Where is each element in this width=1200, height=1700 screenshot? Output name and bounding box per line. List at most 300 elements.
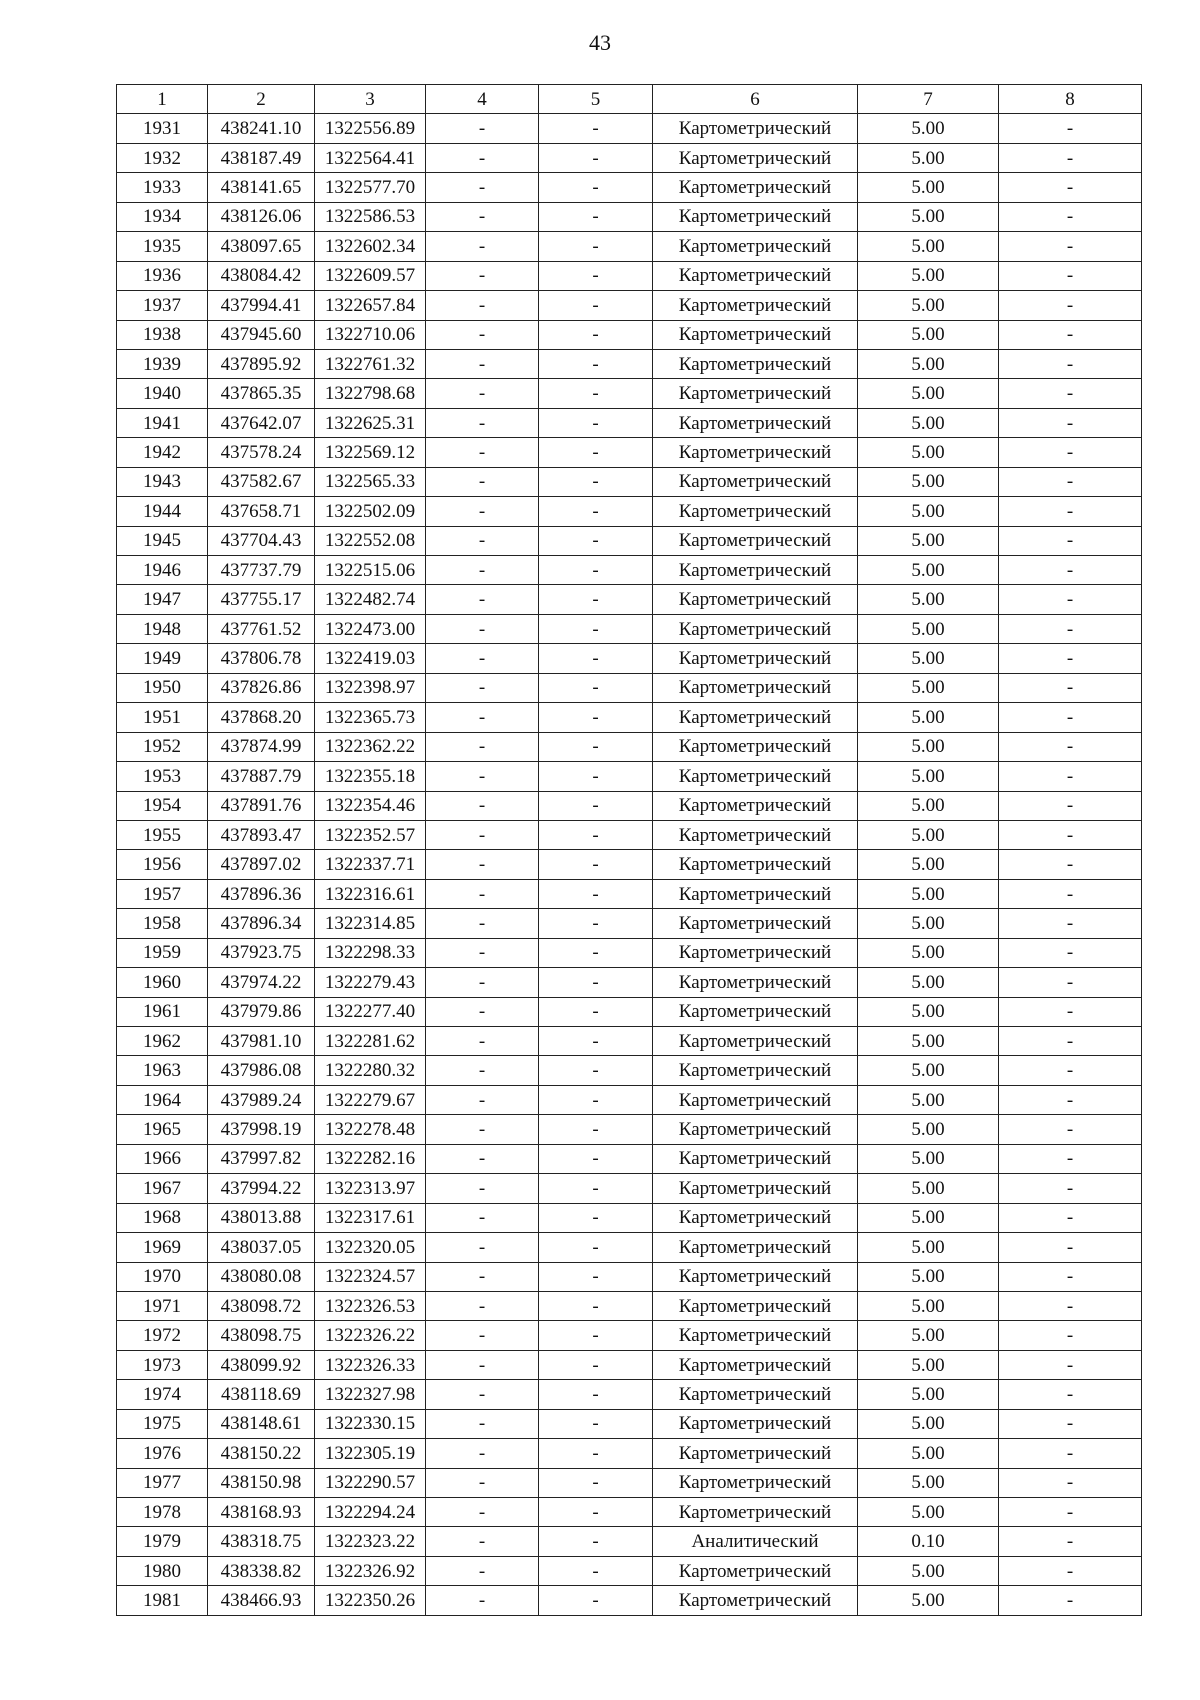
table-row: [117, 408, 1142, 437]
x-coordinate-cell: 437896.36: [208, 879, 315, 908]
table-row: [117, 1498, 1142, 1527]
x-coordinate-cell: 437704.43: [208, 526, 315, 555]
y-coordinate-cell: 1322282.16: [315, 1144, 426, 1173]
point-number-cell: 1969: [117, 1233, 208, 1262]
table-row: [117, 1586, 1142, 1615]
col8-cell: -: [999, 1498, 1142, 1527]
col8-cell: -: [999, 850, 1142, 879]
col4-cell: -: [426, 703, 539, 732]
y-coordinate-cell: 1322298.33: [315, 938, 426, 967]
x-coordinate-cell: 437578.24: [208, 438, 315, 467]
table-row: [117, 997, 1142, 1026]
point-number-cell: 1965: [117, 1115, 208, 1144]
y-coordinate-cell: 1322281.62: [315, 1027, 426, 1056]
point-number-cell: 1947: [117, 585, 208, 614]
col8-cell: -: [999, 791, 1142, 820]
x-coordinate-cell: 437997.82: [208, 1144, 315, 1173]
accuracy-cell: 5.00: [858, 408, 999, 437]
point-number-cell: 1932: [117, 143, 208, 172]
y-coordinate-cell: 1322609.57: [315, 261, 426, 290]
table-row: [117, 1203, 1142, 1232]
table-row: [117, 909, 1142, 938]
accuracy-cell: 5.00: [858, 1262, 999, 1291]
col4-cell: -: [426, 408, 539, 437]
col5-cell: -: [539, 879, 653, 908]
point-number-cell: 1936: [117, 261, 208, 290]
x-coordinate-cell: 438241.10: [208, 114, 315, 143]
x-coordinate-cell: 437891.76: [208, 791, 315, 820]
x-coordinate-cell: 438141.65: [208, 173, 315, 202]
y-coordinate-cell: 1322473.00: [315, 614, 426, 643]
col5-cell: -: [539, 820, 653, 849]
method-cell: Картометрический: [653, 291, 858, 320]
col4-cell: -: [426, 438, 539, 467]
x-coordinate-cell: 437761.52: [208, 614, 315, 643]
x-coordinate-cell: 437897.02: [208, 850, 315, 879]
col8-cell: -: [999, 143, 1142, 172]
col4-cell: -: [426, 1409, 539, 1438]
accuracy-cell: 5.00: [858, 614, 999, 643]
table-row: [117, 1527, 1142, 1556]
x-coordinate-cell: 437896.34: [208, 909, 315, 938]
method-cell: Картометрический: [653, 526, 858, 555]
col8-cell: -: [999, 1085, 1142, 1114]
table-row: [117, 1174, 1142, 1203]
col5-cell: -: [539, 938, 653, 967]
point-number-cell: 1964: [117, 1085, 208, 1114]
y-coordinate-cell: 1322279.43: [315, 968, 426, 997]
column-header: 8: [999, 85, 1142, 114]
table-row: [117, 1321, 1142, 1350]
y-coordinate-cell: 1322398.97: [315, 673, 426, 702]
col5-cell: -: [539, 232, 653, 261]
x-coordinate-cell: 438338.82: [208, 1556, 315, 1585]
col8-cell: -: [999, 1262, 1142, 1291]
y-coordinate-cell: 1322320.05: [315, 1233, 426, 1262]
col5-cell: -: [539, 379, 653, 408]
method-cell: Картометрический: [653, 1321, 858, 1350]
col5-cell: -: [539, 438, 653, 467]
col5-cell: -: [539, 703, 653, 732]
table-row: [117, 467, 1142, 496]
method-cell: Картометрический: [653, 1115, 858, 1144]
y-coordinate-cell: 1322365.73: [315, 703, 426, 732]
x-coordinate-cell: 438118.69: [208, 1380, 315, 1409]
point-number-cell: 1963: [117, 1056, 208, 1085]
col5-cell: -: [539, 1291, 653, 1320]
col4-cell: -: [426, 556, 539, 585]
method-cell: Картометрический: [653, 1380, 858, 1409]
col4-cell: -: [426, 497, 539, 526]
x-coordinate-cell: 437642.07: [208, 408, 315, 437]
x-coordinate-cell: 438150.98: [208, 1468, 315, 1497]
method-cell: Картометрический: [653, 173, 858, 202]
method-cell: Картометрический: [653, 408, 858, 437]
table-row: [117, 614, 1142, 643]
method-cell: Картометрический: [653, 114, 858, 143]
y-coordinate-cell: 1322602.34: [315, 232, 426, 261]
accuracy-cell: 5.00: [858, 202, 999, 231]
col4-cell: -: [426, 1321, 539, 1350]
accuracy-cell: 5.00: [858, 1586, 999, 1615]
col4-cell: -: [426, 1291, 539, 1320]
y-coordinate-cell: 1322556.89: [315, 114, 426, 143]
col5-cell: -: [539, 1203, 653, 1232]
accuracy-cell: 5.00: [858, 909, 999, 938]
col8-cell: -: [999, 379, 1142, 408]
col8-cell: -: [999, 644, 1142, 673]
accuracy-cell: 5.00: [858, 762, 999, 791]
col4-cell: -: [426, 291, 539, 320]
table-row: [117, 732, 1142, 761]
accuracy-cell: 5.00: [858, 1144, 999, 1173]
point-number-cell: 1968: [117, 1203, 208, 1232]
method-cell: Картометрический: [653, 1085, 858, 1114]
accuracy-cell: 0.10: [858, 1527, 999, 1556]
y-coordinate-cell: 1322502.09: [315, 497, 426, 526]
method-cell: Картометрический: [653, 1439, 858, 1468]
column-header: 5: [539, 85, 653, 114]
col5-cell: -: [539, 408, 653, 437]
point-number-cell: 1937: [117, 291, 208, 320]
accuracy-cell: 5.00: [858, 585, 999, 614]
method-cell: Картометрический: [653, 938, 858, 967]
y-coordinate-cell: 1322586.53: [315, 202, 426, 231]
y-coordinate-cell: 1322330.15: [315, 1409, 426, 1438]
col5-cell: -: [539, 1409, 653, 1438]
accuracy-cell: 5.00: [858, 173, 999, 202]
col8-cell: -: [999, 1056, 1142, 1085]
col4-cell: -: [426, 1556, 539, 1585]
col4-cell: -: [426, 644, 539, 673]
col4-cell: -: [426, 762, 539, 791]
col8-cell: -: [999, 320, 1142, 349]
col5-cell: -: [539, 1556, 653, 1585]
col4-cell: -: [426, 467, 539, 496]
method-cell: Аналитический: [653, 1527, 858, 1556]
accuracy-cell: 5.00: [858, 349, 999, 378]
table-row: [117, 1115, 1142, 1144]
col4-cell: -: [426, 938, 539, 967]
col8-cell: -: [999, 909, 1142, 938]
method-cell: Картометрический: [653, 673, 858, 702]
accuracy-cell: 5.00: [858, 467, 999, 496]
x-coordinate-cell: 438168.93: [208, 1498, 315, 1527]
x-coordinate-cell: 438318.75: [208, 1527, 315, 1556]
col8-cell: -: [999, 497, 1142, 526]
y-coordinate-cell: 1322326.33: [315, 1350, 426, 1379]
method-cell: Картометрический: [653, 1233, 858, 1262]
y-coordinate-cell: 1322657.84: [315, 291, 426, 320]
x-coordinate-cell: 438466.93: [208, 1586, 315, 1615]
x-coordinate-cell: 438187.49: [208, 143, 315, 172]
method-cell: Картометрический: [653, 1350, 858, 1379]
col4-cell: -: [426, 349, 539, 378]
y-coordinate-cell: 1322316.61: [315, 879, 426, 908]
point-number-cell: 1962: [117, 1027, 208, 1056]
col4-cell: -: [426, 261, 539, 290]
col5-cell: -: [539, 1144, 653, 1173]
accuracy-cell: 5.00: [858, 526, 999, 555]
table-row: [117, 585, 1142, 614]
accuracy-cell: 5.00: [858, 438, 999, 467]
col8-cell: -: [999, 438, 1142, 467]
method-cell: Картометрический: [653, 850, 858, 879]
col4-cell: -: [426, 1144, 539, 1173]
col4-cell: -: [426, 1350, 539, 1379]
column-header: 1: [117, 85, 208, 114]
y-coordinate-cell: 1322326.22: [315, 1321, 426, 1350]
col5-cell: -: [539, 997, 653, 1026]
point-number-cell: 1955: [117, 820, 208, 849]
method-cell: Картометрический: [653, 1556, 858, 1585]
x-coordinate-cell: 437981.10: [208, 1027, 315, 1056]
accuracy-cell: 5.00: [858, 1468, 999, 1497]
col5-cell: -: [539, 673, 653, 702]
y-coordinate-cell: 1322278.48: [315, 1115, 426, 1144]
y-coordinate-cell: 1322326.92: [315, 1556, 426, 1585]
y-coordinate-cell: 1322313.97: [315, 1174, 426, 1203]
x-coordinate-cell: 437974.22: [208, 968, 315, 997]
col5-cell: -: [539, 644, 653, 673]
col5-cell: -: [539, 1115, 653, 1144]
point-number-cell: 1957: [117, 879, 208, 908]
point-number-cell: 1944: [117, 497, 208, 526]
accuracy-cell: 5.00: [858, 291, 999, 320]
y-coordinate-cell: 1322552.08: [315, 526, 426, 555]
col5-cell: -: [539, 1233, 653, 1262]
col8-cell: -: [999, 291, 1142, 320]
col4-cell: -: [426, 997, 539, 1026]
table-row: [117, 703, 1142, 732]
accuracy-cell: 5.00: [858, 320, 999, 349]
col5-cell: -: [539, 349, 653, 378]
col4-cell: -: [426, 614, 539, 643]
table-row: [117, 232, 1142, 261]
x-coordinate-cell: 438098.72: [208, 1291, 315, 1320]
method-cell: Картометрический: [653, 644, 858, 673]
point-number-cell: 1972: [117, 1321, 208, 1350]
point-number-cell: 1960: [117, 968, 208, 997]
col8-cell: -: [999, 762, 1142, 791]
y-coordinate-cell: 1322564.41: [315, 143, 426, 172]
col8-cell: -: [999, 1380, 1142, 1409]
col4-cell: -: [426, 526, 539, 555]
col8-cell: -: [999, 467, 1142, 496]
x-coordinate-cell: 437874.99: [208, 732, 315, 761]
col8-cell: -: [999, 1586, 1142, 1615]
method-cell: Картометрический: [653, 232, 858, 261]
point-number-cell: 1961: [117, 997, 208, 1026]
accuracy-cell: 5.00: [858, 1321, 999, 1350]
point-number-cell: 1952: [117, 732, 208, 761]
point-number-cell: 1950: [117, 673, 208, 702]
point-number-cell: 1943: [117, 467, 208, 496]
col4-cell: -: [426, 1115, 539, 1144]
accuracy-cell: 5.00: [858, 1498, 999, 1527]
y-coordinate-cell: 1322761.32: [315, 349, 426, 378]
y-coordinate-cell: 1322354.46: [315, 791, 426, 820]
col4-cell: -: [426, 1380, 539, 1409]
col4-cell: -: [426, 850, 539, 879]
col4-cell: -: [426, 791, 539, 820]
point-number-cell: 1948: [117, 614, 208, 643]
table-row: [117, 1556, 1142, 1585]
x-coordinate-cell: 437895.92: [208, 349, 315, 378]
y-coordinate-cell: 1322327.98: [315, 1380, 426, 1409]
col8-cell: -: [999, 585, 1142, 614]
column-header: 2: [208, 85, 315, 114]
y-coordinate-cell: 1322294.24: [315, 1498, 426, 1527]
col4-cell: -: [426, 732, 539, 761]
accuracy-cell: 5.00: [858, 1085, 999, 1114]
method-cell: Картометрический: [653, 1056, 858, 1085]
column-header: 6: [653, 85, 858, 114]
col4-cell: -: [426, 1174, 539, 1203]
col5-cell: -: [539, 526, 653, 555]
point-number-cell: 1940: [117, 379, 208, 408]
method-cell: Картометрический: [653, 202, 858, 231]
point-number-cell: 1945: [117, 526, 208, 555]
col4-cell: -: [426, 1468, 539, 1497]
col8-cell: -: [999, 673, 1142, 702]
table-row: [117, 1380, 1142, 1409]
table-row: [117, 1262, 1142, 1291]
x-coordinate-cell: 437887.79: [208, 762, 315, 791]
point-number-cell: 1978: [117, 1498, 208, 1527]
table-row: [117, 938, 1142, 967]
col8-cell: -: [999, 997, 1142, 1026]
table-row: [117, 791, 1142, 820]
col8-cell: -: [999, 1527, 1142, 1556]
method-cell: Картометрический: [653, 879, 858, 908]
method-cell: Картометрический: [653, 1027, 858, 1056]
point-number-cell: 1958: [117, 909, 208, 938]
col5-cell: -: [539, 1527, 653, 1556]
x-coordinate-cell: 438037.05: [208, 1233, 315, 1262]
col4-cell: -: [426, 1027, 539, 1056]
table-row: [117, 820, 1142, 849]
x-coordinate-cell: 438080.08: [208, 1262, 315, 1291]
col5-cell: -: [539, 261, 653, 290]
accuracy-cell: 5.00: [858, 703, 999, 732]
table-row: [117, 1439, 1142, 1468]
accuracy-cell: 5.00: [858, 497, 999, 526]
col8-cell: -: [999, 879, 1142, 908]
table-row: [117, 644, 1142, 673]
point-number-cell: 1938: [117, 320, 208, 349]
table-row: [117, 497, 1142, 526]
accuracy-cell: 5.00: [858, 1203, 999, 1232]
x-coordinate-cell: 438150.22: [208, 1439, 315, 1468]
x-coordinate-cell: 437893.47: [208, 820, 315, 849]
x-coordinate-cell: 437865.35: [208, 379, 315, 408]
x-coordinate-cell: 437994.22: [208, 1174, 315, 1203]
col8-cell: -: [999, 1174, 1142, 1203]
method-cell: Картометрический: [653, 379, 858, 408]
col8-cell: -: [999, 938, 1142, 967]
accuracy-cell: 5.00: [858, 938, 999, 967]
col5-cell: -: [539, 1174, 653, 1203]
col4-cell: -: [426, 379, 539, 408]
table-row: [117, 261, 1142, 290]
col8-cell: -: [999, 1027, 1142, 1056]
col5-cell: -: [539, 143, 653, 172]
method-cell: Картометрический: [653, 820, 858, 849]
accuracy-cell: 5.00: [858, 879, 999, 908]
method-cell: Картометрический: [653, 732, 858, 761]
col8-cell: -: [999, 1556, 1142, 1585]
col5-cell: -: [539, 762, 653, 791]
col5-cell: -: [539, 467, 653, 496]
accuracy-cell: 5.00: [858, 673, 999, 702]
method-cell: Картометрический: [653, 1409, 858, 1438]
table-row: [117, 173, 1142, 202]
col4-cell: -: [426, 1233, 539, 1262]
accuracy-cell: 5.00: [858, 1439, 999, 1468]
col8-cell: -: [999, 114, 1142, 143]
y-coordinate-cell: 1322482.74: [315, 585, 426, 614]
col5-cell: -: [539, 1439, 653, 1468]
method-cell: Картометрический: [653, 349, 858, 378]
col4-cell: -: [426, 1203, 539, 1232]
method-cell: Картометрический: [653, 1468, 858, 1497]
x-coordinate-cell: 437806.78: [208, 644, 315, 673]
col4-cell: -: [426, 820, 539, 849]
point-number-cell: 1966: [117, 1144, 208, 1173]
col5-cell: -: [539, 202, 653, 231]
col8-cell: -: [999, 1144, 1142, 1173]
point-number-cell: 1975: [117, 1409, 208, 1438]
col5-cell: -: [539, 1498, 653, 1527]
y-coordinate-cell: 1322798.68: [315, 379, 426, 408]
col8-cell: -: [999, 968, 1142, 997]
x-coordinate-cell: 438098.75: [208, 1321, 315, 1350]
col8-cell: -: [999, 232, 1142, 261]
point-number-cell: 1941: [117, 408, 208, 437]
table-row: [117, 968, 1142, 997]
accuracy-cell: 5.00: [858, 1350, 999, 1379]
col4-cell: -: [426, 1439, 539, 1468]
x-coordinate-cell: 437582.67: [208, 467, 315, 496]
table-row: [117, 1291, 1142, 1320]
x-coordinate-cell: 437998.19: [208, 1115, 315, 1144]
accuracy-cell: 5.00: [858, 261, 999, 290]
col5-cell: -: [539, 732, 653, 761]
col4-cell: -: [426, 585, 539, 614]
point-number-cell: 1933: [117, 173, 208, 202]
table-row: [117, 1056, 1142, 1085]
col4-cell: -: [426, 909, 539, 938]
x-coordinate-cell: 437986.08: [208, 1056, 315, 1085]
method-cell: Картометрический: [653, 1203, 858, 1232]
col8-cell: -: [999, 1115, 1142, 1144]
col8-cell: -: [999, 261, 1142, 290]
y-coordinate-cell: 1322290.57: [315, 1468, 426, 1497]
col4-cell: -: [426, 1527, 539, 1556]
col8-cell: -: [999, 732, 1142, 761]
page-number: 43: [589, 30, 611, 55]
col5-cell: -: [539, 614, 653, 643]
x-coordinate-cell: 438084.42: [208, 261, 315, 290]
y-coordinate-cell: 1322279.67: [315, 1085, 426, 1114]
method-cell: Картометрический: [653, 1586, 858, 1615]
col5-cell: -: [539, 1027, 653, 1056]
col8-cell: -: [999, 820, 1142, 849]
y-coordinate-cell: 1322277.40: [315, 997, 426, 1026]
col5-cell: -: [539, 791, 653, 820]
y-coordinate-cell: 1322710.06: [315, 320, 426, 349]
